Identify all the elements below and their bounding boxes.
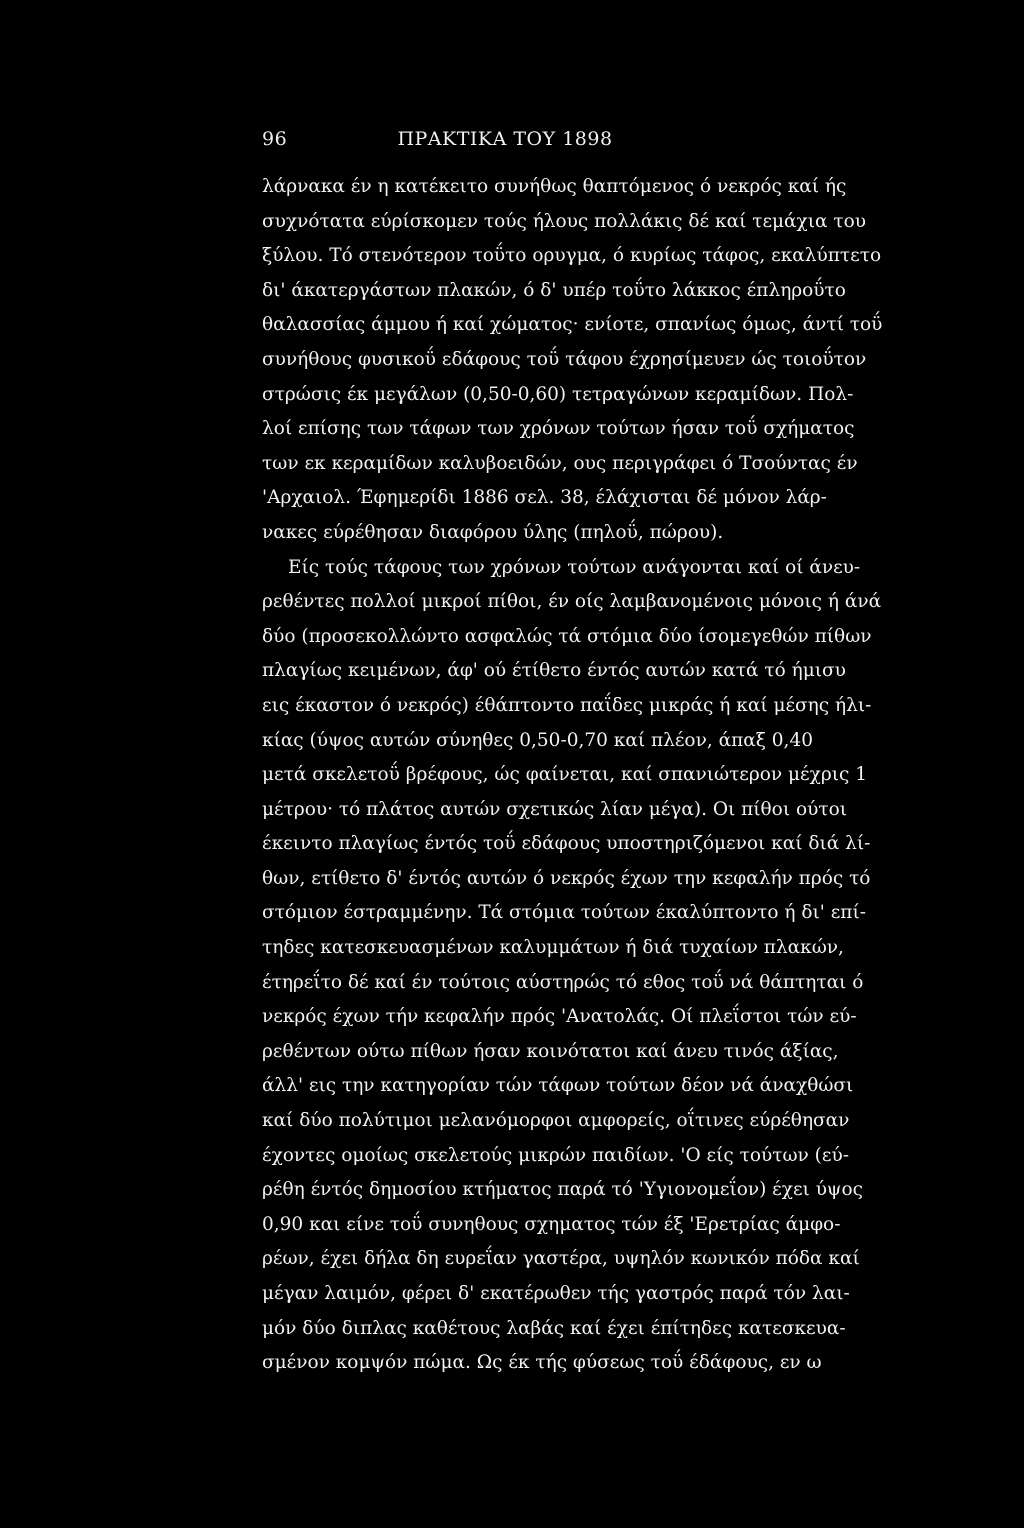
text-line: συνήθους φυσικοΰ εδάφους τοΰ τάφου έχρησίμευεν ώς τοιοΰτον <box>262 348 867 370</box>
text-line: μέγαν λαιμόν, φέρει δ' εκατέρωθεν τής γαστρός παρά τόν λαι- <box>262 1283 850 1304</box>
text-line: δύο (προσεκολλώντο ασφαλώς τά στόμια δύο ίσομεγεθών πίθων <box>262 625 872 647</box>
text-line: πλαγίως κειμένων, άφ' ού έτίθετο έντός αυτών κατά τό ήμισυ <box>262 660 846 682</box>
text-line: ξύλου. Τό στενότερον τοΰτο ορυγμα, ό κυρίως τάφος, εκαλύπτετο <box>262 245 882 267</box>
text-line: 0,90 και είνε τοΰ συνηθους σχηματος τών έξ 'Ερετρίας άμφο- <box>262 1213 841 1235</box>
text-line: έτηρεΐτο δέ καί έν τούτοις αύστηρώς τό εθος τοΰ νά θάπτηται ό <box>262 971 864 993</box>
text-line: εις έκαστον ό νεκρός) έθάπτοντο παΐδες μικράς ή καί μέσης ήλι- <box>262 694 872 716</box>
text-line: μόν δύο διπλας καθέτους λαβάς καί έχει έπίτηδες κατεσκευα- <box>262 1317 846 1339</box>
page-header <box>262 128 748 158</box>
text-line: καί δύο πολύτιμοι μελανόμορφοι αμφορείς, οΐτινες εύρέθησαν <box>262 1110 850 1132</box>
text-line: θαλασσίας άμμου ή καί χώματος· ενίοτε, σπανίως όμως, άντί τοΰ <box>262 314 883 336</box>
text-line: στρώσις έκ μεγάλων (0,50-0,60) τετραγώνων κεραμίδων. Πολ- <box>262 383 854 405</box>
running-title: ΠΡΑΚΤΙΚΑ ΤΟΥ 1898 <box>397 128 613 150</box>
text-line: νεκρός έχων τήν κεφαλήν πρός 'Ανατολάς. Οί πλεΐστοι τών εύ- <box>262 1006 857 1028</box>
text-line: συχνότατα εύρίσκομεν τούς ήλους πολλάκις δέ καί τεμάχια του <box>262 210 867 232</box>
text-line: ρέθη έντός δημοσίου κτήματος παρά τό 'Υγιονομεΐον) έχει ύψος <box>262 1179 863 1201</box>
page-number: 96 <box>262 128 288 150</box>
body-text <box>262 170 883 1381</box>
text-line: ρέων, έχει δήλα δη ευρεΐαν γαστέρα, υψηλόν κωνικόν πόδα καί <box>262 1248 860 1270</box>
text-line: ρεθέντων ούτω πίθων ήσαν κοινότατοι καί άνευ τινός άξίας, <box>262 1040 839 1062</box>
text-line: ρεθέντες πολλοί μικροί πίθοι, έν οίς λαμβανομένοις μόνοις ή άνά <box>262 591 882 613</box>
text-line: 'Αρχαιολ. Έφημερίδι 1886 σελ. 38, έλάχισται δέ μόνον λάρ- <box>262 487 827 509</box>
text-line: έχοντες ομοίως σκελετούς μικρών παιδίων. 'Ο είς τούτων (εύ- <box>262 1144 849 1166</box>
text-line: των εκ κεραμίδων καλυβοειδών, ους περιγράφει ό Τσούντας έν <box>262 452 858 474</box>
text-line: τηδες κατεσκευασμένων καλυμμάτων ή διά τυχαίων πλακών, <box>262 937 844 959</box>
text-line: μετά σκελετοΰ βρέφους, ώς φαίνεται, καί σπανιώτερον μέχρις 1 <box>262 764 867 786</box>
text-line: νακες εύρέθησαν διαφόρου ύλης (πηλοΰ, πώρου). <box>262 521 724 543</box>
text-line: δι' άκατεργάστων πλακών, ό δ' υπέρ τοΰτο λάκκος έπληροΰτο <box>262 279 846 301</box>
text-line: λάρνακα έν η κατέκειτο συνήθως θαπτόμενος ό νεκρός καί ής <box>262 176 847 197</box>
text-line: άλλ' εις την κατηγορίαν τών τάφων τούτων δέον νά άναχθώσι <box>262 1075 854 1097</box>
text-line: λοί επίσης των τάφων των χρόνων τούτων ήσαν τοΰ σχήματος <box>262 418 855 440</box>
text-line: μέτρου· τό πλάτος αυτών σχετικώς λίαν μέγα). Οι πίθοι ούτοι <box>262 798 847 820</box>
text-line: κίας (ύψος αυτών σύνηθες 0,50-0,70 καί πλέον, άπαξ 0,40 <box>262 729 813 751</box>
text-line: Είς τούς τάφους των χρόνων τούτων ανάγονται καί οί άνευ- <box>288 556 861 578</box>
text-line: σμένον κομψόν πώμα. Ως έκ τής φύσεως τοΰ έδάφους, εν ω <box>262 1352 822 1374</box>
text-line: θων, ετίθετο δ' έντός αυτών ό νεκρός έχων την κεφαλήν πρός τό <box>262 867 871 889</box>
text-line: στόμιον έστραμμένην. Τά στόμια τούτων έκαλύπτοντο ή δι' επί- <box>262 902 866 924</box>
text-line: έκειντο πλαγίως έντός τοΰ εδάφους υποστηριζόμενοι καί διά λί- <box>262 833 871 855</box>
